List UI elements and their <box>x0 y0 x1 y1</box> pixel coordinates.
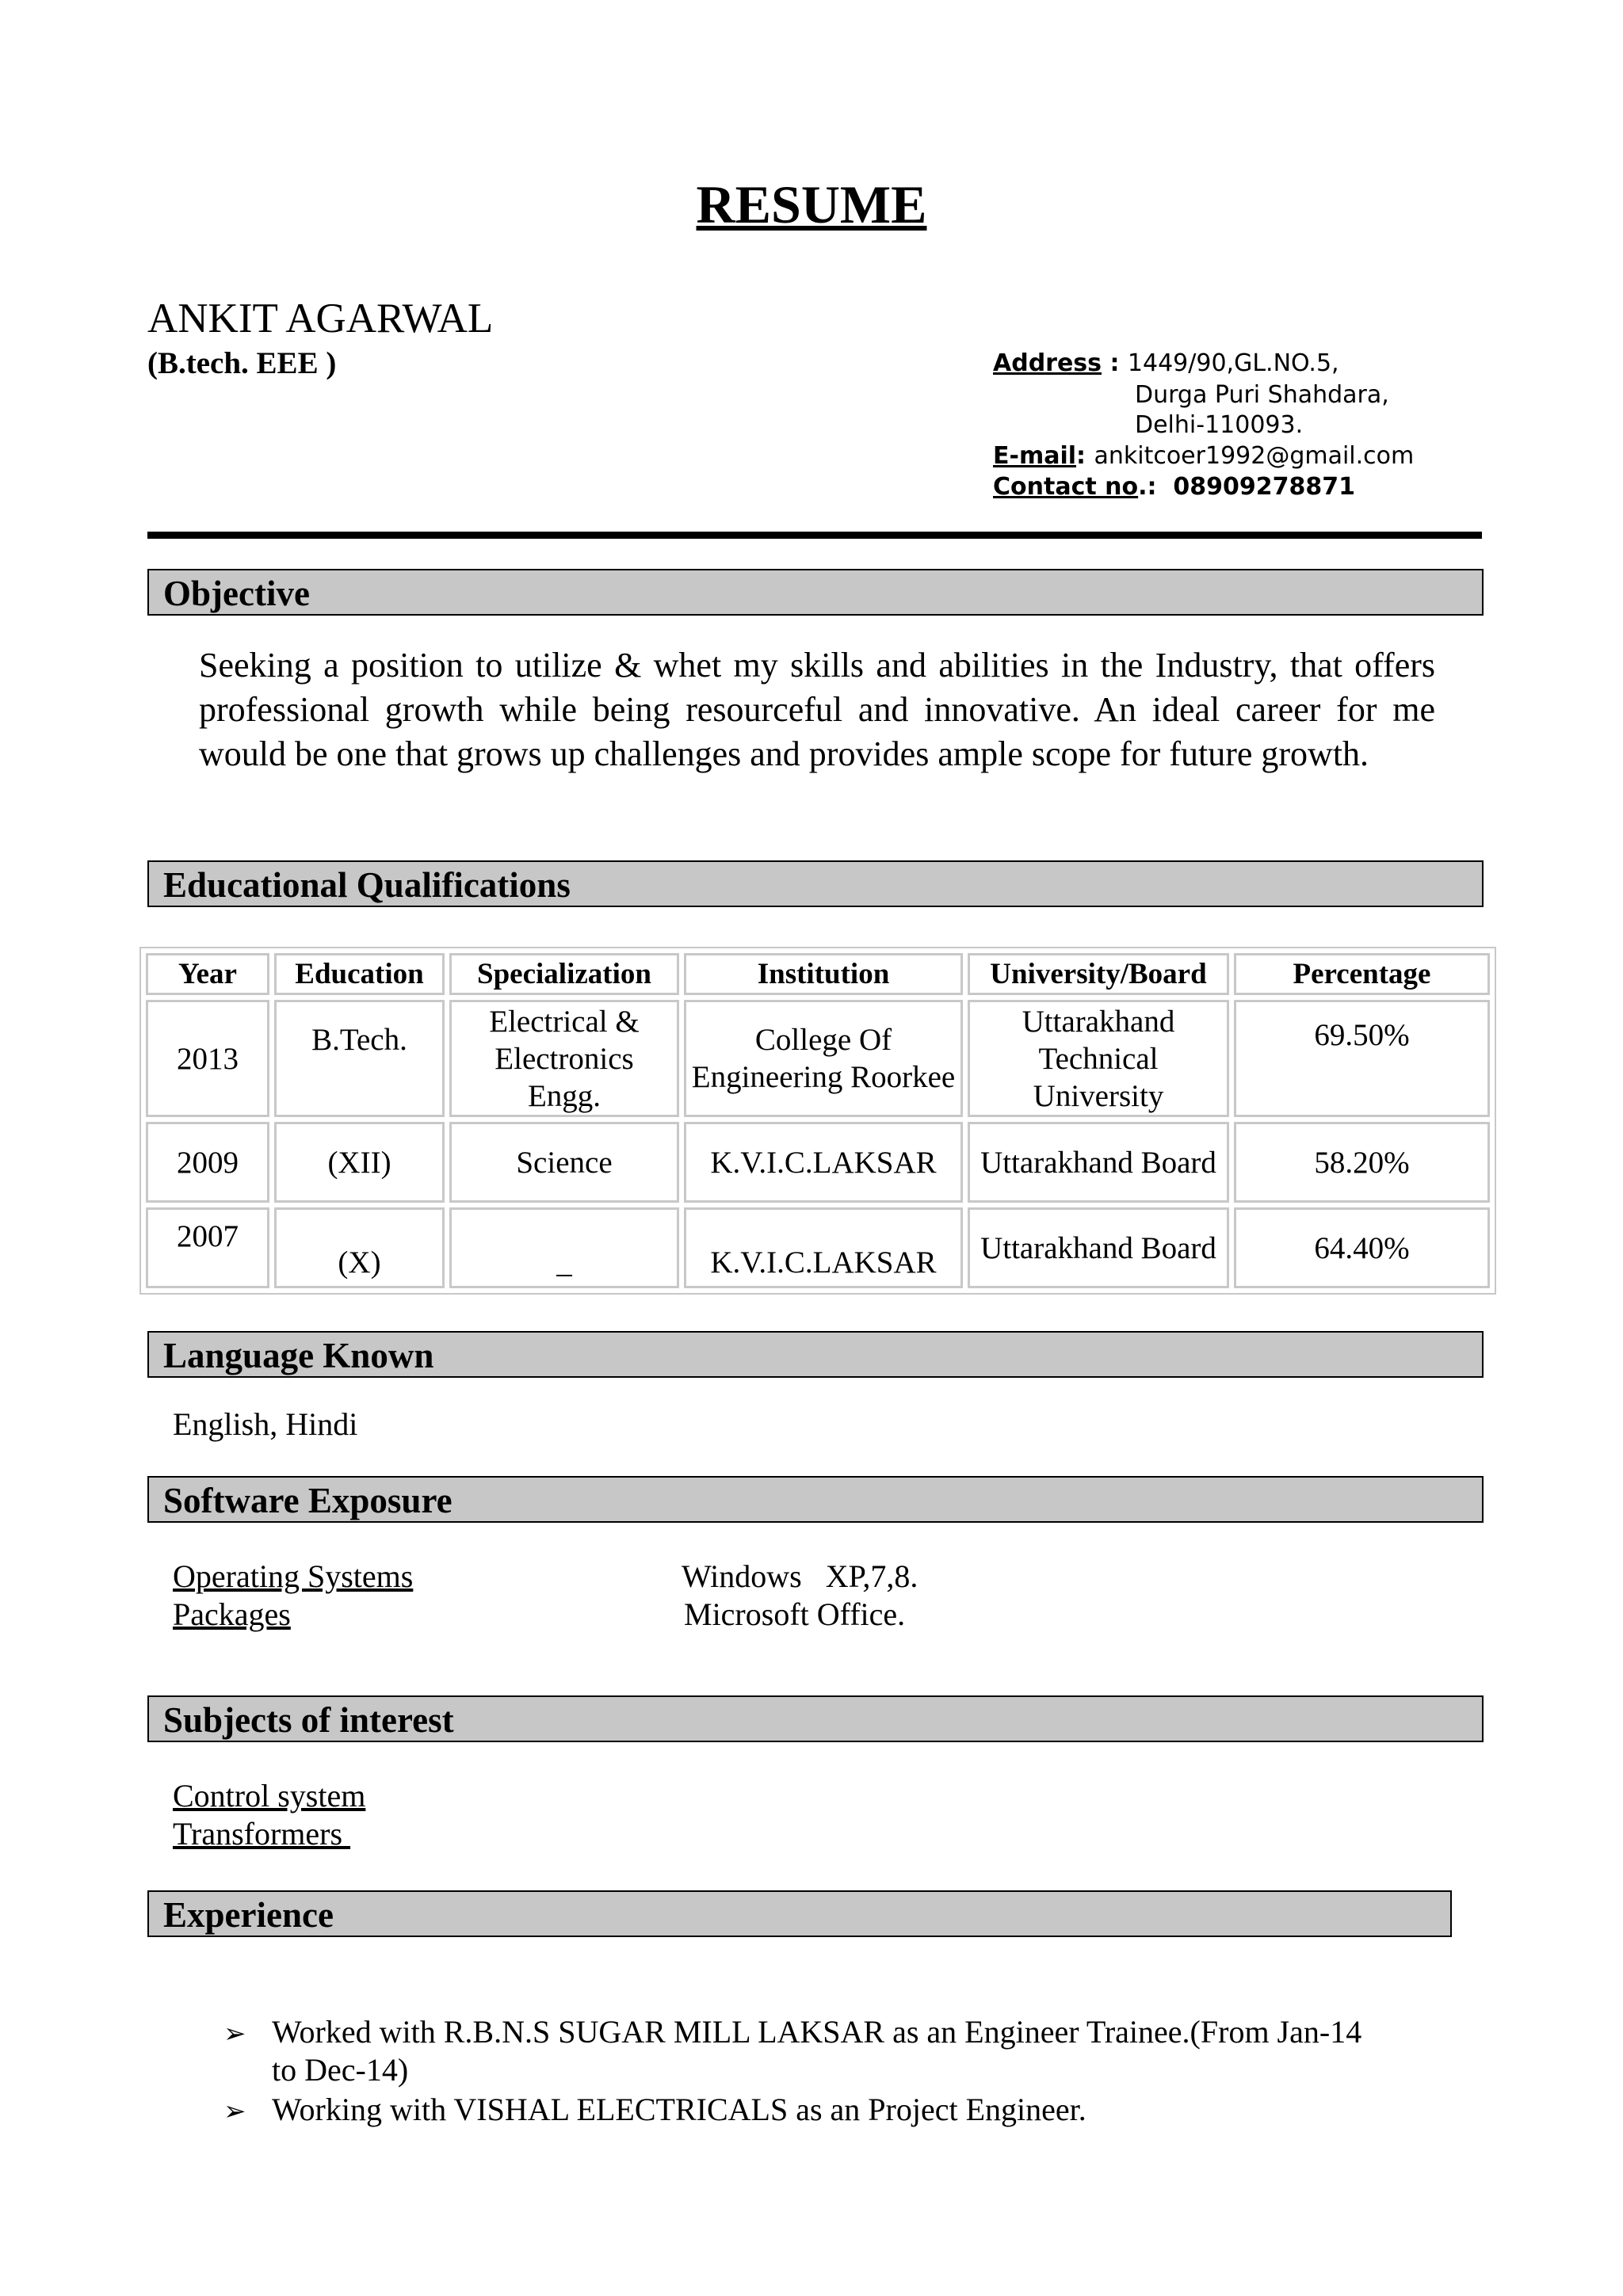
contact-label: Contact no <box>993 473 1139 501</box>
cell-percentage: 69.50% <box>1234 1000 1490 1117</box>
subject-item: Control system <box>173 1778 366 1814</box>
cell-institution: College Of Engineering Roorkee <box>684 1000 963 1117</box>
col-header-education: Education <box>274 953 445 995</box>
section-experience-title: Experience <box>163 1895 334 1935</box>
cell-education: B.Tech. <box>274 1000 445 1117</box>
experience-item-1-line-1: Worked with R.B.N.S SUGAR MILL LAKSAR as an Engineer Trainee.(From Jan-14 <box>272 2014 1362 2050</box>
cell-specialization: Electrical & Electronics Engg. <box>449 1000 679 1117</box>
software-value-os: Windows XP,7,8. <box>682 1558 918 1594</box>
section-subjects <box>147 1695 1484 1742</box>
subject-item: Transformers <box>173 1816 351 1852</box>
section-software <box>147 1476 1484 1523</box>
candidate-degree: (B.tech. EEE ) <box>147 346 337 380</box>
section-education-title: Educational Qualifications <box>163 865 571 905</box>
phone-number: 08909278871 <box>1173 473 1356 501</box>
cell-university: Uttarakhand Technical University <box>968 1000 1229 1117</box>
cell-education: (X) <box>274 1207 445 1288</box>
section-language-title: Language Known <box>163 1336 434 1375</box>
cell-percentage: 64.40% <box>1234 1207 1490 1288</box>
col-header-percentage: Percentage <box>1234 953 1490 995</box>
cell-year: 2009 <box>146 1122 269 1203</box>
section-education <box>147 860 1484 907</box>
table-row <box>146 1207 1490 1288</box>
resume-title: RESUME <box>696 174 927 235</box>
bullet-arrow-icon: ➢ <box>223 2018 246 2050</box>
cell-year: 2007 <box>146 1207 269 1288</box>
software-value-packages: Microsoft Office. <box>684 1596 906 1632</box>
section-language <box>147 1331 1484 1378</box>
section-objective <box>147 569 1484 616</box>
experience-item-1-line-2: to Dec-14) <box>272 2052 409 2088</box>
objective-text: Seeking a position to utilize & whet my skills and abilities in the Industry, that offers professional growth while being resourceful and innovative. An ideal career for me would be one that grows up challenges and provides ample scope for future growth. <box>199 646 1435 773</box>
cell-university: Uttarakhand Board <box>968 1122 1229 1203</box>
cell-specialization: _ <box>449 1207 679 1288</box>
col-header-specialization: Specialization <box>449 953 679 995</box>
software-label-os: Operating Systems <box>173 1558 414 1594</box>
col-header-year: Year <box>146 953 269 995</box>
header-divider <box>147 532 1482 539</box>
email-separator: : <box>1076 442 1094 470</box>
section-subjects-title: Subjects of interest <box>163 1700 454 1740</box>
experience-item-2: Working with VISHAL ELECTRICALS as an Project Engineer. <box>272 2092 1086 2127</box>
col-header-institution: Institution <box>684 953 963 995</box>
contact-separator: .: <box>1138 473 1174 501</box>
address-line-3: Delhi-110093. <box>1135 411 1304 439</box>
email-link[interactable]: ankitcoer1992@gmail.com <box>1094 442 1415 470</box>
cell-institution: K.V.I.C.LAKSAR <box>684 1207 963 1288</box>
address-line-1: 1449/90,GL.NO.5, <box>1127 349 1339 377</box>
address-label: Address <box>993 349 1102 377</box>
cell-specialization: Science <box>449 1122 679 1203</box>
table-row <box>146 1122 1490 1203</box>
software-label-packages: Packages <box>173 1596 291 1632</box>
cell-year: 2013 <box>146 1000 269 1117</box>
cell-institution: K.V.I.C.LAKSAR <box>684 1122 963 1203</box>
contact-line <box>993 472 1355 502</box>
cell-percentage: 58.20% <box>1234 1122 1490 1203</box>
cell-university: Uttarakhand Board <box>968 1207 1229 1288</box>
address-line <box>993 349 1339 379</box>
cell-education: (XII) <box>274 1122 445 1203</box>
education-table <box>139 947 1496 1295</box>
address-separator: : <box>1102 349 1128 377</box>
bullet-arrow-icon: ➢ <box>223 2096 246 2127</box>
table-header-row <box>146 953 1490 995</box>
address-line-2: Durga Puri Shahdara, <box>1135 381 1389 409</box>
email-line <box>993 441 1414 471</box>
languages-text: English, Hindi <box>173 1406 358 1442</box>
section-objective-title: Objective <box>163 574 310 613</box>
section-software-title: Software Exposure <box>163 1481 453 1520</box>
table-row <box>146 1000 1490 1117</box>
section-experience <box>147 1890 1452 1937</box>
email-label: E-mail <box>993 442 1077 470</box>
col-header-university: University/Board <box>968 953 1229 995</box>
candidate-name: ANKIT AGARWAL <box>147 296 494 341</box>
